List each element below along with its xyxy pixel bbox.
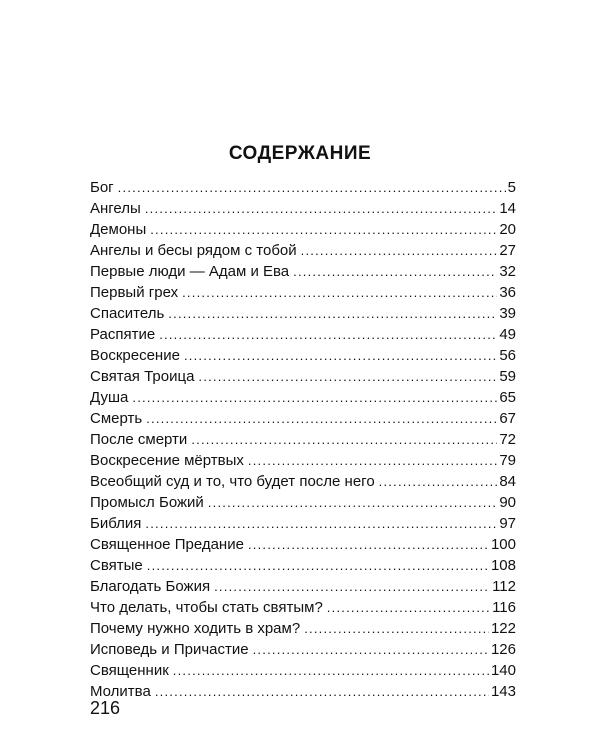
toc-entry-title: Первые люди — Адам и Ева (90, 263, 290, 280)
toc-dot-leader (132, 387, 497, 408)
toc-entry-title: Бог (90, 179, 114, 196)
toc-dot-leader (182, 282, 497, 303)
toc-entry (90, 303, 516, 324)
toc-entry-title: Священник (90, 662, 169, 679)
toc-entry (90, 660, 516, 681)
toc-dot-leader (168, 303, 497, 324)
toc-entry (90, 597, 516, 618)
toc-entry (90, 366, 516, 387)
toc-dot-leader (214, 576, 490, 597)
toc-dot-leader (301, 240, 498, 261)
toc-entry (90, 555, 516, 576)
toc-entry-page: 39 (499, 305, 516, 322)
toc-dot-leader (159, 324, 497, 345)
toc-entry-page: 126 (490, 641, 516, 658)
toc-entry-page: 59 (499, 368, 516, 385)
toc-entry (90, 639, 516, 660)
toc-entry (90, 261, 516, 282)
toc-entry-page: 27 (499, 242, 516, 259)
toc-dot-leader (173, 660, 489, 681)
toc-dot-leader (327, 597, 490, 618)
toc-entry (90, 282, 516, 303)
toc-entry-page: 49 (499, 326, 516, 343)
toc-dot-leader (145, 198, 498, 219)
toc-entry-page: 100 (490, 536, 516, 553)
toc-entry-title: Воскресение мёртвых (90, 452, 244, 469)
toc-dot-leader (191, 429, 497, 450)
toc-dot-leader (184, 345, 497, 366)
toc-entry-title: Библия (90, 515, 142, 532)
toc-dot-leader (146, 408, 497, 429)
toc-entry-page: 143 (490, 683, 516, 700)
toc-dot-leader (253, 639, 489, 660)
toc-entry-page: 72 (499, 431, 516, 448)
toc-dot-leader (118, 177, 506, 198)
toc-entry (90, 513, 516, 534)
toc-entry (90, 408, 516, 429)
toc-entry-title: Демоны (90, 221, 147, 238)
toc-entry-page: 36 (499, 284, 516, 301)
toc-entry (90, 492, 516, 513)
toc-entry-title: Спаситель (90, 305, 165, 322)
toc-entry (90, 177, 516, 198)
toc-entry-title: Священное Предание (90, 536, 244, 553)
toc-entry-title: Всеобщий суд и то, что будет после него (90, 473, 375, 490)
toc-entry-page: 84 (499, 473, 516, 490)
toc-entry (90, 429, 516, 450)
toc-entry-title: Благодать Божия (90, 578, 211, 595)
toc-entry-page: 65 (499, 389, 516, 406)
toc-dot-leader (293, 261, 497, 282)
toc-entry (90, 198, 516, 219)
toc-dot-leader (147, 555, 489, 576)
toc-entry-page: 20 (499, 221, 516, 238)
toc-dot-leader (304, 618, 489, 639)
toc-entry-title: Что делать, чтобы стать святым? (90, 599, 323, 616)
toc-entry-title: Ангелы (90, 200, 141, 217)
toc-entry-page: 14 (499, 200, 516, 217)
toc-entry (90, 471, 516, 492)
toc-entry-page: 56 (499, 347, 516, 364)
toc-entry-title: Промысл Божий (90, 494, 204, 511)
toc-dot-leader (150, 219, 497, 240)
toc-entry-page: 97 (499, 515, 516, 532)
toc-entry (90, 681, 516, 702)
toc-entry-page: 5 (507, 179, 516, 196)
toc-entry-page: 116 (492, 599, 516, 616)
toc-entry (90, 450, 516, 471)
toc-entry-title: Душа (90, 389, 129, 406)
toc-entry (90, 534, 516, 555)
page-title: СОДЕРЖАНИЕ (228, 143, 372, 164)
toc-entry-title: Исповедь и Причастие (90, 641, 249, 658)
toc-entry-page: 67 (499, 410, 516, 427)
toc-dot-leader (248, 534, 489, 555)
toc-entry-title: Распятие (90, 326, 156, 343)
toc-entry (90, 240, 516, 261)
toc-entry (90, 576, 516, 597)
toc-entry (90, 618, 516, 639)
toc-entry-page: 108 (490, 557, 516, 574)
toc-dot-leader (155, 681, 489, 702)
toc-entry-title: Воскресение (90, 347, 180, 364)
toc-entry (90, 345, 516, 366)
toc-entry-page: 122 (490, 620, 516, 637)
toc-entry-title: Первый грех (90, 284, 179, 301)
table-of-contents (90, 177, 516, 702)
toc-entry-page: 79 (499, 452, 516, 469)
toc-entry-title: Святая Троица (90, 368, 195, 385)
toc-entry-title: Молитва (90, 683, 151, 700)
toc-entry (90, 219, 516, 240)
page-number: 216 (90, 698, 121, 718)
toc-entry (90, 324, 516, 345)
toc-entry-page: 140 (490, 662, 516, 679)
toc-entry-page: 32 (499, 263, 516, 280)
toc-entry-title: Святые (90, 557, 143, 574)
toc-dot-leader (145, 513, 497, 534)
toc-entry-title: После смерти (90, 431, 188, 448)
toc-dot-leader (198, 366, 497, 387)
toc-dot-leader (248, 450, 497, 471)
toc-entry-title: Ангелы и бесы рядом с тобой (90, 242, 297, 259)
toc-entry-page: 90 (499, 494, 516, 511)
toc-dot-leader (208, 492, 498, 513)
toc-entry-title: Смерть (90, 410, 143, 427)
toc-entry-title: Почему нужно ходить в храм? (90, 620, 301, 637)
toc-dot-leader (379, 471, 498, 492)
toc-entry-page: 112 (492, 578, 516, 595)
toc-entry (90, 387, 516, 408)
